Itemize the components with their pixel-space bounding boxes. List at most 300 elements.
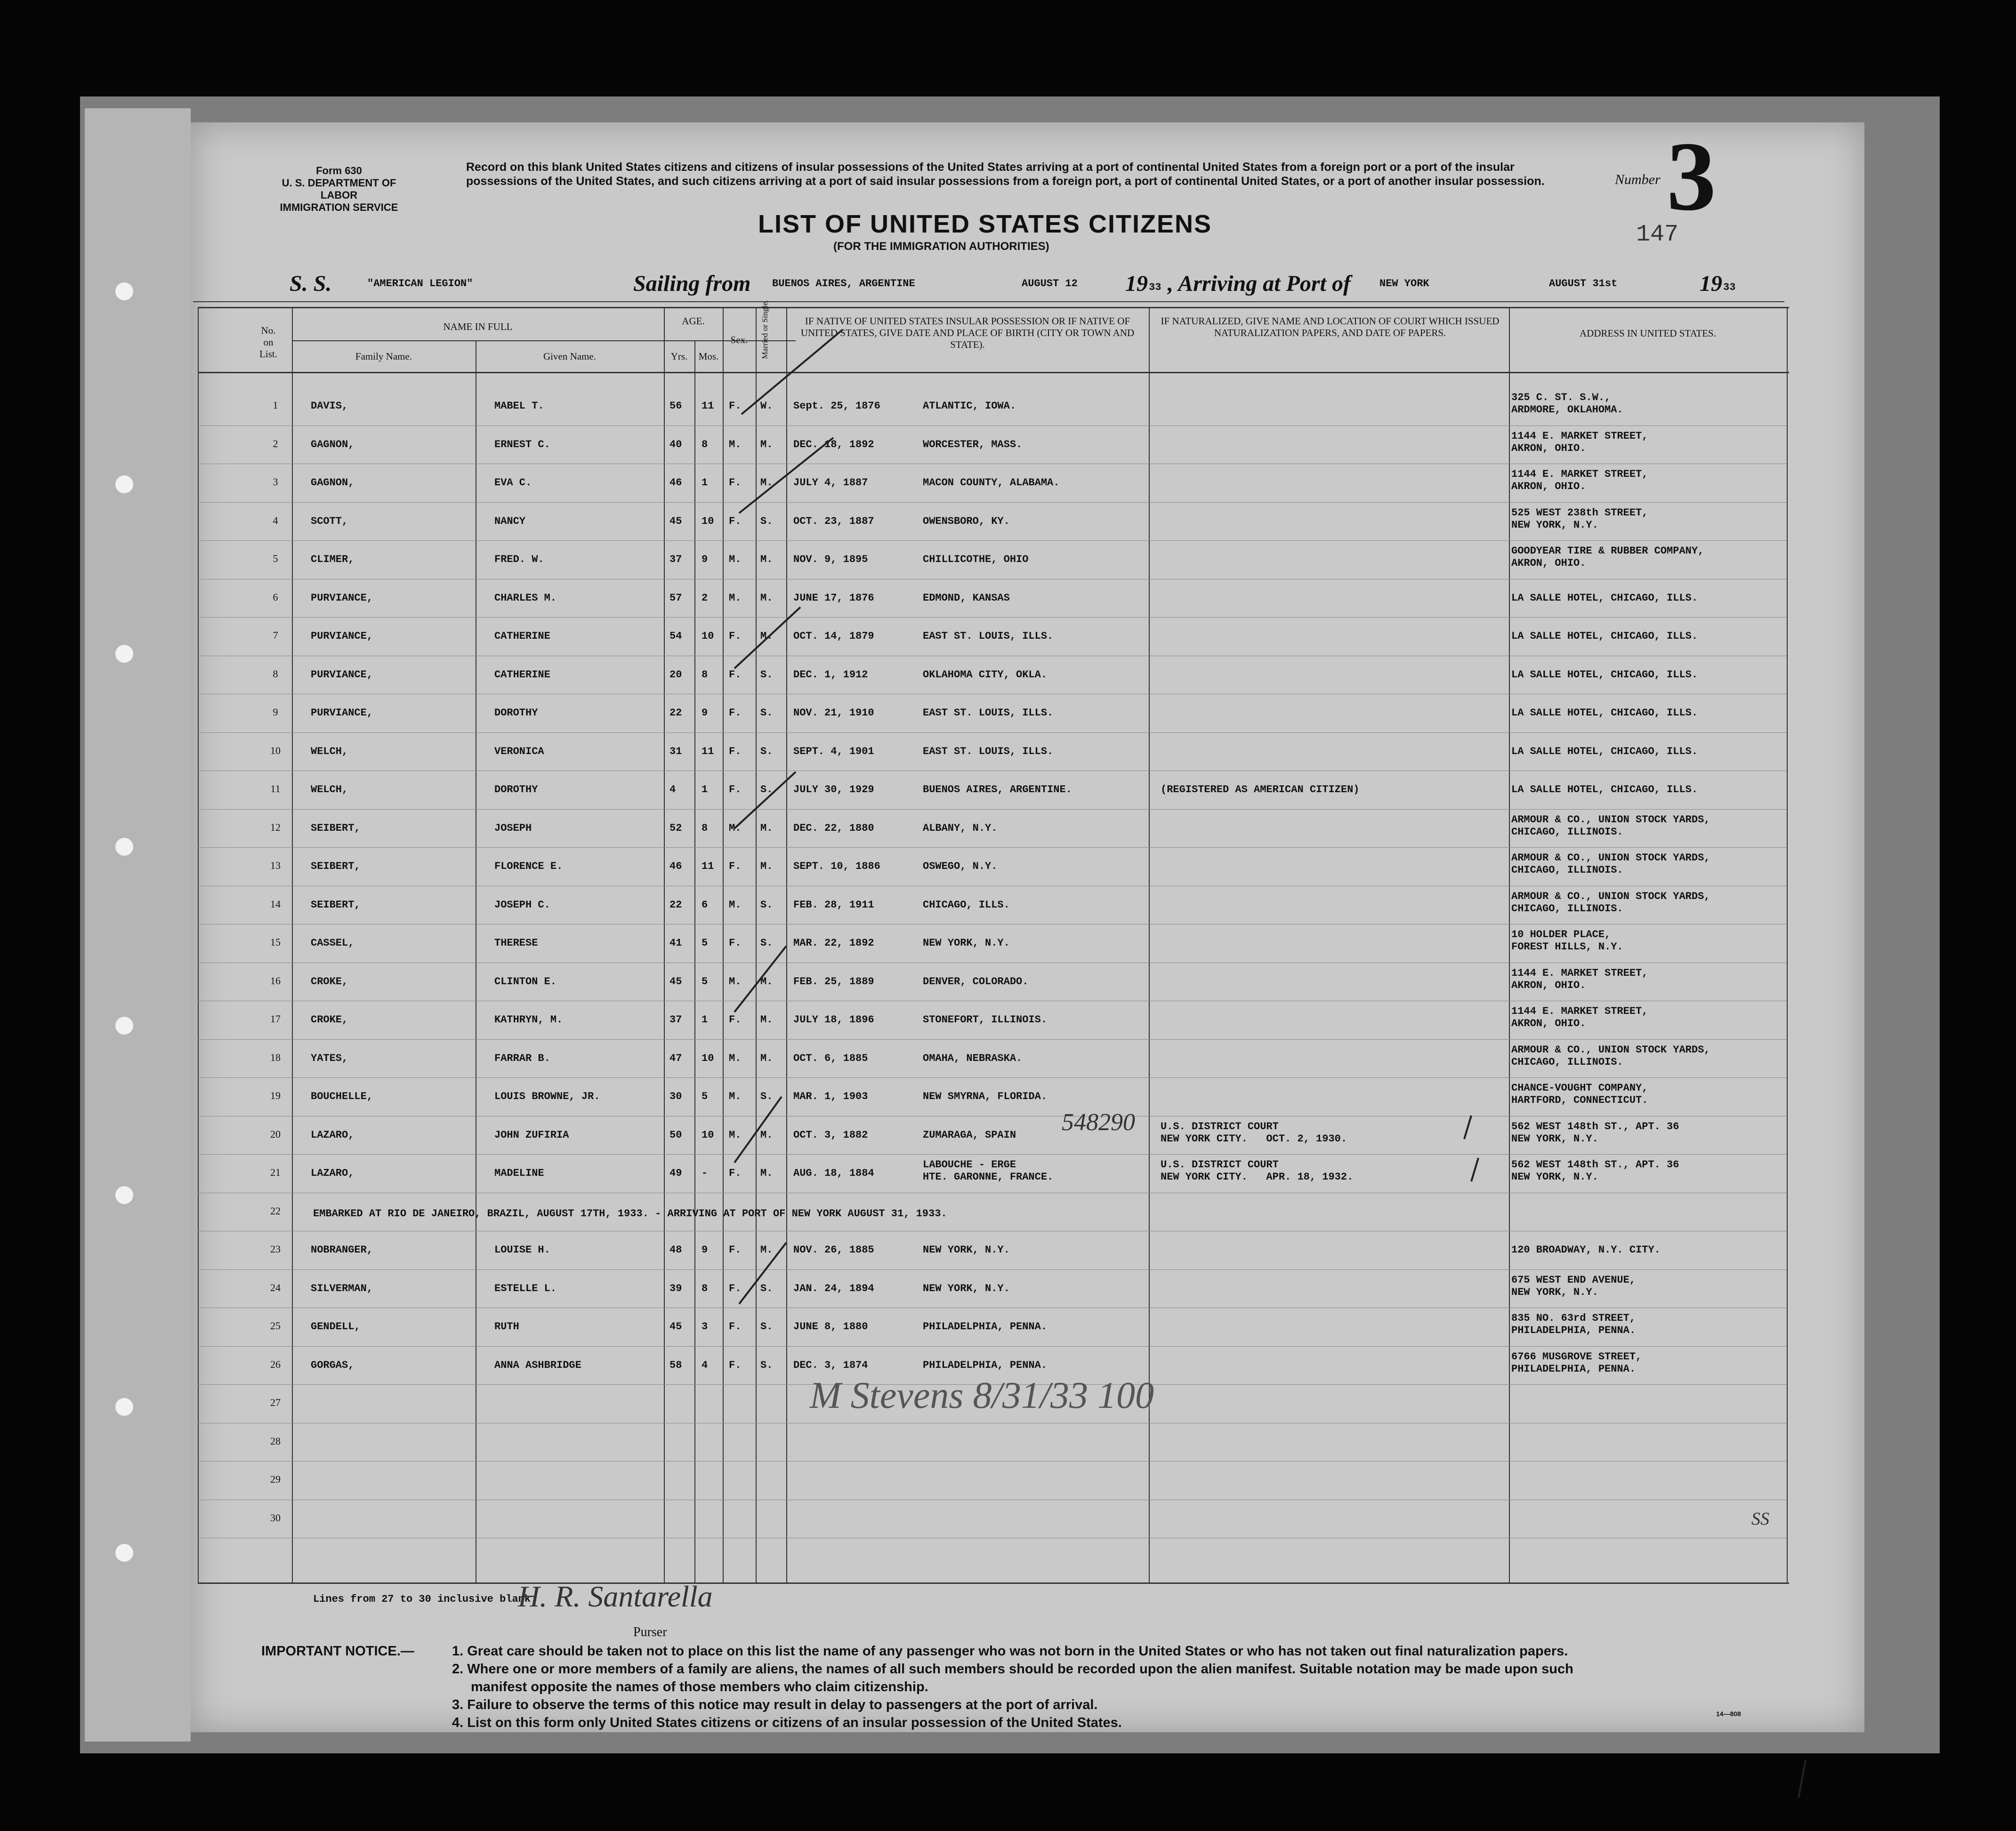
row-number: 23	[270, 1243, 281, 1255]
header-married-single: Married or Single.	[760, 300, 769, 359]
birth-date: Sept. 25, 1876	[793, 400, 880, 412]
number-label: Number	[1615, 172, 1661, 187]
birth-place: BUENOS AIRES, ARGENTINE.	[923, 784, 1072, 795]
age-years: 37	[669, 554, 682, 565]
notice-heading: IMPORTANT NOTICE.—	[261, 1644, 414, 1659]
marital-status: M.	[760, 822, 773, 834]
given-name: CATHERINE	[494, 668, 550, 681]
birth-place: ALBANY, N.Y.	[923, 822, 998, 834]
birth-date: OCT. 3, 1882	[793, 1129, 868, 1141]
address: 562 WEST 148th ST., APT. 36 NEW YORK, N.Y.	[1511, 1120, 1679, 1145]
sex: F.	[729, 937, 742, 949]
age-months: 8	[702, 1282, 708, 1294]
given-name: NANCY	[494, 515, 526, 527]
family-name: SILVERMAN,	[311, 1282, 373, 1294]
sex: F.	[729, 1167, 742, 1179]
marital-status: S.	[760, 784, 773, 795]
age-years: 46	[669, 860, 682, 872]
sex: F.	[729, 1321, 742, 1333]
marital-status: M.	[760, 438, 773, 450]
marital-status: M.	[760, 1244, 773, 1256]
age-months: 10	[702, 1052, 714, 1064]
family-name: PURVIANCE,	[311, 592, 373, 604]
given-name: JOSEPH C.	[494, 899, 550, 911]
list-number: 3	[1667, 122, 1716, 231]
marital-status: M.	[760, 1052, 773, 1064]
family-name: SEIBERT,	[311, 860, 361, 872]
marital-status: S.	[760, 1282, 773, 1294]
birth-place: OMAHA, NEBRASKA.	[923, 1052, 1023, 1064]
marital-status: M.	[760, 860, 773, 872]
age-years: 22	[669, 899, 682, 911]
address: GOODYEAR TIRE & RUBBER COMPANY, AKRON, OHIO.	[1511, 545, 1704, 569]
address: 6766 MUSGROVE STREET, PHILADELPHIA, PENNA.	[1511, 1350, 1642, 1375]
family-name: WELCH,	[311, 745, 348, 757]
age-months: 11	[702, 860, 714, 872]
birth-date: FEB. 25, 1889	[793, 975, 874, 988]
marital-status: S.	[760, 707, 773, 719]
pen-tick-1	[742, 329, 843, 414]
row-number: 17	[270, 1013, 281, 1025]
marital-status: S.	[760, 745, 773, 757]
birth-place: CHICAGO, ILLS.	[923, 899, 1010, 911]
marital-status: M.	[760, 554, 773, 565]
given-name: KATHRYN, M.	[494, 1014, 563, 1026]
age-years: 37	[669, 1014, 682, 1026]
given-name: DOROTHY	[494, 707, 538, 719]
address: LA SALLE HOTEL, CHICAGO, ILLS.	[1511, 707, 1698, 719]
row-number: 2	[273, 437, 278, 450]
given-name: CATHERINE	[494, 630, 550, 642]
marital-status: W.	[760, 400, 773, 412]
row-number: 27	[270, 1397, 281, 1408]
header-birth: IF NATIVE OF UNITED STATES INSULAR POSSESSION OR IF NATIVE OF UNITED STATES, GIVE DATE AND PLACE OF BIRTH (CITY OR TOWN AND STATE).	[800, 315, 1135, 350]
given-name: JOHN ZUFIRIA	[494, 1129, 569, 1141]
birth-place: EAST ST. LOUIS, ILLS.	[923, 707, 1054, 719]
marital-status: M.	[760, 1167, 773, 1179]
sex: M.	[729, 438, 742, 450]
birth-date: JUNE 8, 1880	[793, 1321, 868, 1333]
birth-date: JAN. 24, 1894	[793, 1282, 874, 1294]
sex: M.	[729, 1052, 742, 1064]
form-id: Form 630 U. S. DEPARTMENT OF LABOR IMMIGRATION SERVICE	[280, 165, 398, 213]
ss-label: S. S.	[290, 271, 332, 296]
sex: F.	[729, 668, 742, 681]
row-number: 7	[273, 629, 278, 641]
age-years: 50	[669, 1129, 682, 1141]
age-years: 58	[669, 1359, 682, 1371]
row-number: 10	[270, 744, 281, 756]
notice-item-3: 3. Failure to observe the terms of this notice may result in delay to passengers at the port of arrival.	[452, 1697, 1098, 1712]
given-name: RUTH	[494, 1321, 519, 1333]
age-months: 10	[702, 515, 714, 527]
family-name: GAGNON,	[311, 477, 355, 489]
address: 325 C. ST. S.W., ARDMORE, OKLAHOMA.	[1511, 392, 1623, 416]
birth-date: JUNE 17, 1876	[793, 592, 874, 604]
family-name: CROKE,	[311, 1014, 348, 1026]
inspector-stamp: M Stevens 8/31/33 100	[810, 1375, 1154, 1416]
family-name: GENDELL,	[311, 1321, 361, 1333]
departure-date: AUGUST 12	[1022, 278, 1078, 289]
header-age: AGE.	[682, 315, 705, 327]
birth-place: OKLAHOMA CITY, OKLA.	[923, 668, 1048, 681]
birth-date: NOV. 9, 1895	[793, 554, 868, 565]
age-months: 5	[702, 975, 708, 988]
address: 1144 E. MARKET STREET, AKRON, OHIO.	[1511, 1005, 1648, 1029]
row-number: 18	[270, 1051, 281, 1063]
marital-status: S.	[760, 1359, 773, 1371]
row-number: 1	[273, 399, 278, 411]
address: 1144 E. MARKET STREET, AKRON, OHIO.	[1511, 468, 1648, 492]
age-years: 49	[669, 1167, 682, 1179]
family-name: BOUCHELLE,	[311, 1091, 373, 1102]
sex: F.	[729, 1014, 742, 1026]
page-subtitle: (FOR THE IMMIGRATION AUTHORITIES)	[833, 240, 1049, 253]
header-family-name: Family Name.	[355, 351, 412, 362]
given-name: CLINTON E.	[494, 975, 557, 988]
address: 525 WEST 238th STREET, NEW YORK, N.Y.	[1511, 506, 1648, 531]
naturalization: (REGISTERED AS AMERICAN CITIZEN)	[1161, 784, 1360, 795]
address: 562 WEST 148th ST., APT. 36 NEW YORK, N.Y.	[1511, 1159, 1679, 1183]
purser-label: Purser	[633, 1625, 667, 1639]
address: 1144 E. MARKET STREET, AKRON, OHIO.	[1511, 967, 1648, 991]
given-name: LOUISE H.	[494, 1244, 550, 1256]
arrival-date: AUGUST 31st	[1549, 278, 1618, 289]
page-number: 147	[1636, 221, 1679, 248]
pen-tick-7	[739, 1243, 786, 1304]
age-years: 22	[669, 707, 682, 719]
age-months: -	[702, 1167, 708, 1179]
family-name: WELCH,	[311, 784, 348, 795]
age-months: 2	[702, 592, 708, 604]
age-months: 1	[702, 1014, 708, 1026]
sex: M.	[729, 899, 742, 911]
naturalization: U.S. DISTRICT COURT NEW YORK CITY. APR. 18, 1932.	[1161, 1159, 1354, 1183]
address: LA SALLE HOTEL, CHICAGO, ILLS.	[1511, 745, 1698, 757]
birth-place: NEW YORK, N.Y.	[923, 937, 1010, 949]
age-years: 48	[669, 1244, 682, 1256]
pen-tick-2	[739, 438, 833, 513]
address: ARMOUR & CO., UNION STOCK YARDS, CHICAGO, ILLINOIS.	[1511, 813, 1710, 838]
notice-item-2-cont: manifest opposite the names of those members who claim citizenship.	[471, 1679, 928, 1694]
form-code: 14—808	[1716, 1710, 1741, 1718]
family-name: CLIMER,	[311, 554, 355, 565]
address: 1144 E. MARKET STREET, AKRON, OHIO.	[1511, 430, 1648, 454]
arrival-year: 33	[1723, 281, 1736, 293]
header-address: ADDRESS IN UNITED STATES.	[1580, 328, 1716, 339]
family-name: SEIBERT,	[311, 899, 361, 911]
pen-mark-8	[1464, 1116, 1471, 1139]
handwritten-cert-number: 548290	[1062, 1109, 1135, 1136]
row-number: 3	[273, 476, 278, 488]
header-no: No. on List.	[259, 325, 277, 360]
sex: F.	[729, 1244, 742, 1256]
address: 835 NO. 63rd STREET, PHILADELPHIA, PENNA.	[1511, 1312, 1636, 1336]
age-months: 5	[702, 1091, 708, 1102]
marital-status: M.	[760, 1014, 773, 1026]
pen-mark-10	[1798, 1760, 1806, 1798]
sex: F.	[729, 400, 742, 412]
family-name: NOBRANGER,	[311, 1244, 373, 1256]
row-number: 16	[270, 974, 281, 987]
row-number: 8	[273, 667, 278, 680]
age-months: 4	[702, 1359, 708, 1371]
family-name: PURVIANCE,	[311, 707, 373, 719]
marital-status: S.	[760, 937, 773, 949]
header-sex: Sex.	[730, 334, 748, 345]
sex: M.	[729, 1091, 742, 1102]
birth-date: NOV. 26, 1885	[793, 1244, 874, 1256]
birth-place: EAST ST. LOUIS, ILLS.	[923, 745, 1054, 757]
age-years: 30	[669, 1091, 682, 1102]
age-months: 5	[702, 937, 708, 949]
age-years: 57	[669, 592, 682, 604]
family-name: CASSEL,	[311, 937, 355, 949]
birth-place: WORCESTER, MASS.	[923, 438, 1023, 450]
age-months: 9	[702, 1244, 708, 1256]
row-number: 11	[270, 783, 281, 795]
family-name: PURVIANCE,	[311, 668, 373, 681]
birth-place: NEW YORK, N.Y.	[923, 1244, 1010, 1256]
sex: F.	[729, 477, 742, 489]
sex: F.	[729, 860, 742, 872]
address: 120 BROADWAY, N.Y. CITY.	[1511, 1244, 1661, 1256]
given-name: EVA C.	[494, 477, 532, 489]
blank-lines-note: Lines from 27 to 30 inclusive blank.	[313, 1593, 537, 1605]
given-name: DOROTHY	[494, 784, 538, 795]
family-name: LAZARO,	[311, 1129, 355, 1141]
address: CHANCE-VOUGHT COMPANY, HARTFORD, CONNECTICUT.	[1511, 1082, 1648, 1106]
age-years: 56	[669, 400, 682, 412]
sex: F.	[729, 515, 742, 527]
given-name: ERNEST C.	[494, 438, 550, 450]
birth-date: SEPT. 4, 1901	[793, 745, 874, 757]
age-years: 45	[669, 515, 682, 527]
address: ARMOUR & CO., UNION STOCK YARDS, CHICAGO, ILLINOIS.	[1511, 852, 1710, 876]
row-number: 14	[270, 898, 281, 910]
given-name: FARRAR B.	[494, 1052, 550, 1064]
address: LA SALLE HOTEL, CHICAGO, ILLS.	[1511, 630, 1698, 642]
birth-date: DEC. 3, 1874	[793, 1359, 868, 1371]
age-years: 20	[669, 668, 682, 681]
birth-place: OSWEGO, N.Y.	[923, 860, 998, 872]
birth-date: JULY 30, 1929	[793, 784, 874, 795]
given-name: THERESE	[494, 937, 538, 949]
embark-note: EMBARKED AT RIO DE JANEIRO, BRAZIL, AUGUST 17TH, 1933. - ARRIVING AT PORT OF NEW YORK AUGUST 31, 1933.	[313, 1208, 947, 1220]
birth-date: OCT. 14, 1879	[793, 630, 874, 642]
row-number: 20	[270, 1128, 281, 1140]
arriving-label: , Arriving at Port of	[1168, 271, 1351, 296]
address: LA SALLE HOTEL, CHICAGO, ILLS.	[1511, 668, 1698, 681]
sex: M.	[729, 975, 742, 988]
age-months: 11	[702, 400, 714, 412]
address: 675 WEST END AVENUE, NEW YORK, N.Y.	[1511, 1274, 1636, 1298]
family-name: GAGNON,	[311, 438, 355, 450]
row-number: 21	[270, 1166, 281, 1178]
sailing-label: Sailing from	[633, 271, 751, 296]
marital-status: S.	[760, 899, 773, 911]
age-years: 41	[669, 937, 682, 949]
header-yrs: Yrs.	[670, 351, 688, 362]
intro-text: Record on this blank United States citizens and citizens of insular possessions of the United States arriving at a port of continental United States from a foreign port or a port of the insular possessions of the United States, and such citizens arriving at a port of said insular possessions from a foreign port, a port of continental United States, or a port of another insular possession.	[466, 161, 1545, 188]
arrival-port: NEW YORK	[1379, 278, 1429, 289]
birth-place: PHILADELPHIA, PENNA.	[923, 1359, 1048, 1371]
row-number: 26	[270, 1358, 281, 1370]
pen-mark-9	[1471, 1158, 1478, 1181]
birth-place: CHILLICOTHE, OHIO	[923, 554, 1029, 565]
age-months: 1	[702, 477, 708, 489]
address: ARMOUR & CO., UNION STOCK YARDS, CHICAGO, ILLINOIS.	[1511, 1044, 1710, 1068]
age-months: 6	[702, 899, 708, 911]
birth-date: OCT. 23, 1887	[793, 515, 874, 527]
birth-place: ZUMARAGA, SPAIN	[923, 1129, 1016, 1141]
birth-date: DEC. 18, 1892	[793, 438, 874, 450]
marital-status: S.	[760, 1091, 773, 1102]
age-months: 10	[702, 1129, 714, 1141]
age-years: 4	[669, 784, 676, 795]
row-number: 28	[270, 1435, 281, 1447]
sex: M.	[729, 1129, 742, 1141]
sex: F.	[729, 745, 742, 757]
departure-year: 33	[1149, 281, 1161, 293]
departure-port: BUENOS AIRES, ARGENTINE	[772, 278, 915, 289]
age-years: 31	[669, 745, 682, 757]
row-number: 13	[270, 859, 281, 871]
row-number: 19	[270, 1090, 281, 1101]
header-mos: Mos.	[698, 351, 719, 362]
age-years: 45	[669, 1321, 682, 1333]
row-number: 30	[270, 1511, 281, 1524]
marital-status: S.	[760, 515, 773, 527]
birth-date: DEC. 22, 1880	[793, 822, 874, 834]
birth-place: NEW SMYRNA, FLORIDA.	[923, 1091, 1048, 1102]
birth-date: JULY 4, 1887	[793, 477, 868, 489]
age-years: 40	[669, 438, 682, 450]
marital-status: M.	[760, 975, 773, 988]
address: LA SALLE HOTEL, CHICAGO, ILLS.	[1511, 784, 1698, 795]
header-given-name: Given Name.	[543, 351, 596, 362]
age-months: 8	[702, 822, 708, 834]
age-months: 10	[702, 630, 714, 642]
given-name: CHARLES M.	[494, 592, 557, 604]
notice-item-1: 1. Great care should be taken not to place on this list the name of any passenger who was not born in the United States or who has not taken out final naturalization papers.	[452, 1644, 1568, 1659]
corner-mark: SS	[1751, 1509, 1769, 1529]
age-months: 1	[702, 784, 708, 795]
page-title: LIST OF UNITED STATES CITIZENS	[758, 210, 1212, 238]
sex: F.	[729, 1359, 742, 1371]
family-name: DAVIS,	[311, 400, 348, 412]
age-months: 9	[702, 707, 708, 719]
age-years: 39	[669, 1282, 682, 1294]
birth-date: FEB. 28, 1911	[793, 899, 874, 911]
sex: M.	[729, 554, 742, 565]
given-name: MABEL T.	[494, 400, 544, 412]
pen-tick-4	[734, 772, 796, 828]
birth-place: DENVER, COLORADO.	[923, 975, 1029, 988]
family-name: SCOTT,	[311, 515, 348, 527]
given-name: LOUIS BROWNE, JR.	[494, 1091, 600, 1102]
given-name: ESTELLE L.	[494, 1282, 557, 1294]
naturalization: U.S. DISTRICT COURT NEW YORK CITY. OCT. 2, 1930.	[1161, 1120, 1347, 1145]
marital-status: M.	[760, 592, 773, 604]
age-years: 45	[669, 975, 682, 988]
age-months: 8	[702, 668, 708, 681]
age-months: 9	[702, 554, 708, 565]
sex: F.	[729, 630, 742, 642]
age-years: 54	[669, 630, 682, 642]
pen-tick-6	[734, 1097, 782, 1163]
row-number: 25	[270, 1320, 281, 1332]
row-number: 22	[270, 1205, 281, 1217]
year-prefix-2: 19	[1700, 271, 1722, 296]
marital-status: M.	[760, 630, 773, 642]
given-name: ANNA ASHBRIDGE	[494, 1359, 581, 1371]
family-name: CROKE,	[311, 975, 348, 988]
birth-date: DEC. 1, 1912	[793, 668, 868, 681]
row-number: 12	[270, 821, 281, 833]
age-months: 3	[702, 1321, 708, 1333]
sex: F.	[729, 1282, 742, 1294]
birth-date: NOV. 21, 1910	[793, 707, 874, 719]
birth-place: STONEFORT, ILLINOIS.	[923, 1014, 1048, 1026]
header-name-in-full: NAME IN FULL	[443, 321, 513, 332]
header-naturalized: IF NATURALIZED, GIVE NAME AND LOCATION OF COURT WHICH ISSUED NATURALIZATION PAPERS, AND DATE OF PAPERS.	[1161, 315, 1500, 338]
family-name: SEIBERT,	[311, 822, 361, 834]
address: ARMOUR & CO., UNION STOCK YARDS, CHICAGO, ILLINOIS.	[1511, 890, 1710, 915]
address: 10 HOLDER PLACE, FOREST HILLS, N.Y.	[1511, 929, 1623, 953]
row-number: 4	[273, 514, 278, 526]
notice-item-4: 4. List on this form only United States citizens or citizens of an insular possession of the United States.	[452, 1715, 1122, 1730]
purser-signature: H. R. Santarella	[518, 1580, 713, 1613]
birth-date: MAR. 22, 1892	[793, 937, 874, 949]
birth-date: OCT. 6, 1885	[793, 1052, 868, 1064]
family-name: YATES,	[311, 1052, 348, 1064]
given-name: VERONICA	[494, 745, 544, 757]
age-years: 47	[669, 1052, 682, 1064]
family-name: GORGAS,	[311, 1359, 355, 1371]
age-months: 11	[702, 745, 714, 757]
age-years: 46	[669, 477, 682, 489]
birth-date: AUG. 18, 1884	[793, 1167, 874, 1179]
sex: F.	[729, 707, 742, 719]
marital-status: M.	[760, 1129, 773, 1141]
birth-date: SEPT. 10, 1886	[793, 860, 880, 872]
pen-tick-3	[734, 607, 800, 668]
row-number: 15	[270, 936, 281, 948]
family-name: PURVIANCE,	[311, 630, 373, 642]
birth-place: EAST ST. LOUIS, ILLS.	[923, 630, 1054, 642]
given-name: FRED. W.	[494, 554, 544, 565]
row-number: 9	[273, 706, 278, 718]
family-name: LAZARO,	[311, 1167, 355, 1179]
birth-place: PHILADELPHIA, PENNA.	[923, 1321, 1048, 1333]
birth-date: MAR. 1, 1903	[793, 1091, 868, 1102]
notice-item-2: 2. Where one or more members of a family are aliens, the names of all such members should be recorded upon the alien manifest. Suitable notation may be made upon such	[452, 1662, 1573, 1677]
birth-place: EDMOND, KANSAS	[923, 592, 1010, 604]
sex: F.	[729, 784, 742, 795]
sex: M.	[729, 592, 742, 604]
birth-place: LABOUCHE - ERGE HTE. GARONNE, FRANCE.	[923, 1159, 1054, 1183]
birth-date: JULY 18, 1896	[793, 1014, 874, 1026]
given-name: JOSEPH	[494, 822, 532, 834]
ship-name: "AMERICAN LEGION"	[367, 278, 473, 289]
marital-status: S.	[760, 1321, 773, 1333]
given-name: FLORENCE E.	[494, 860, 563, 872]
row-number: 29	[270, 1473, 281, 1485]
marital-status: S.	[760, 668, 773, 681]
year-prefix-1: 19	[1125, 271, 1148, 296]
birth-place: MACON COUNTY, ALABAMA.	[923, 477, 1060, 489]
